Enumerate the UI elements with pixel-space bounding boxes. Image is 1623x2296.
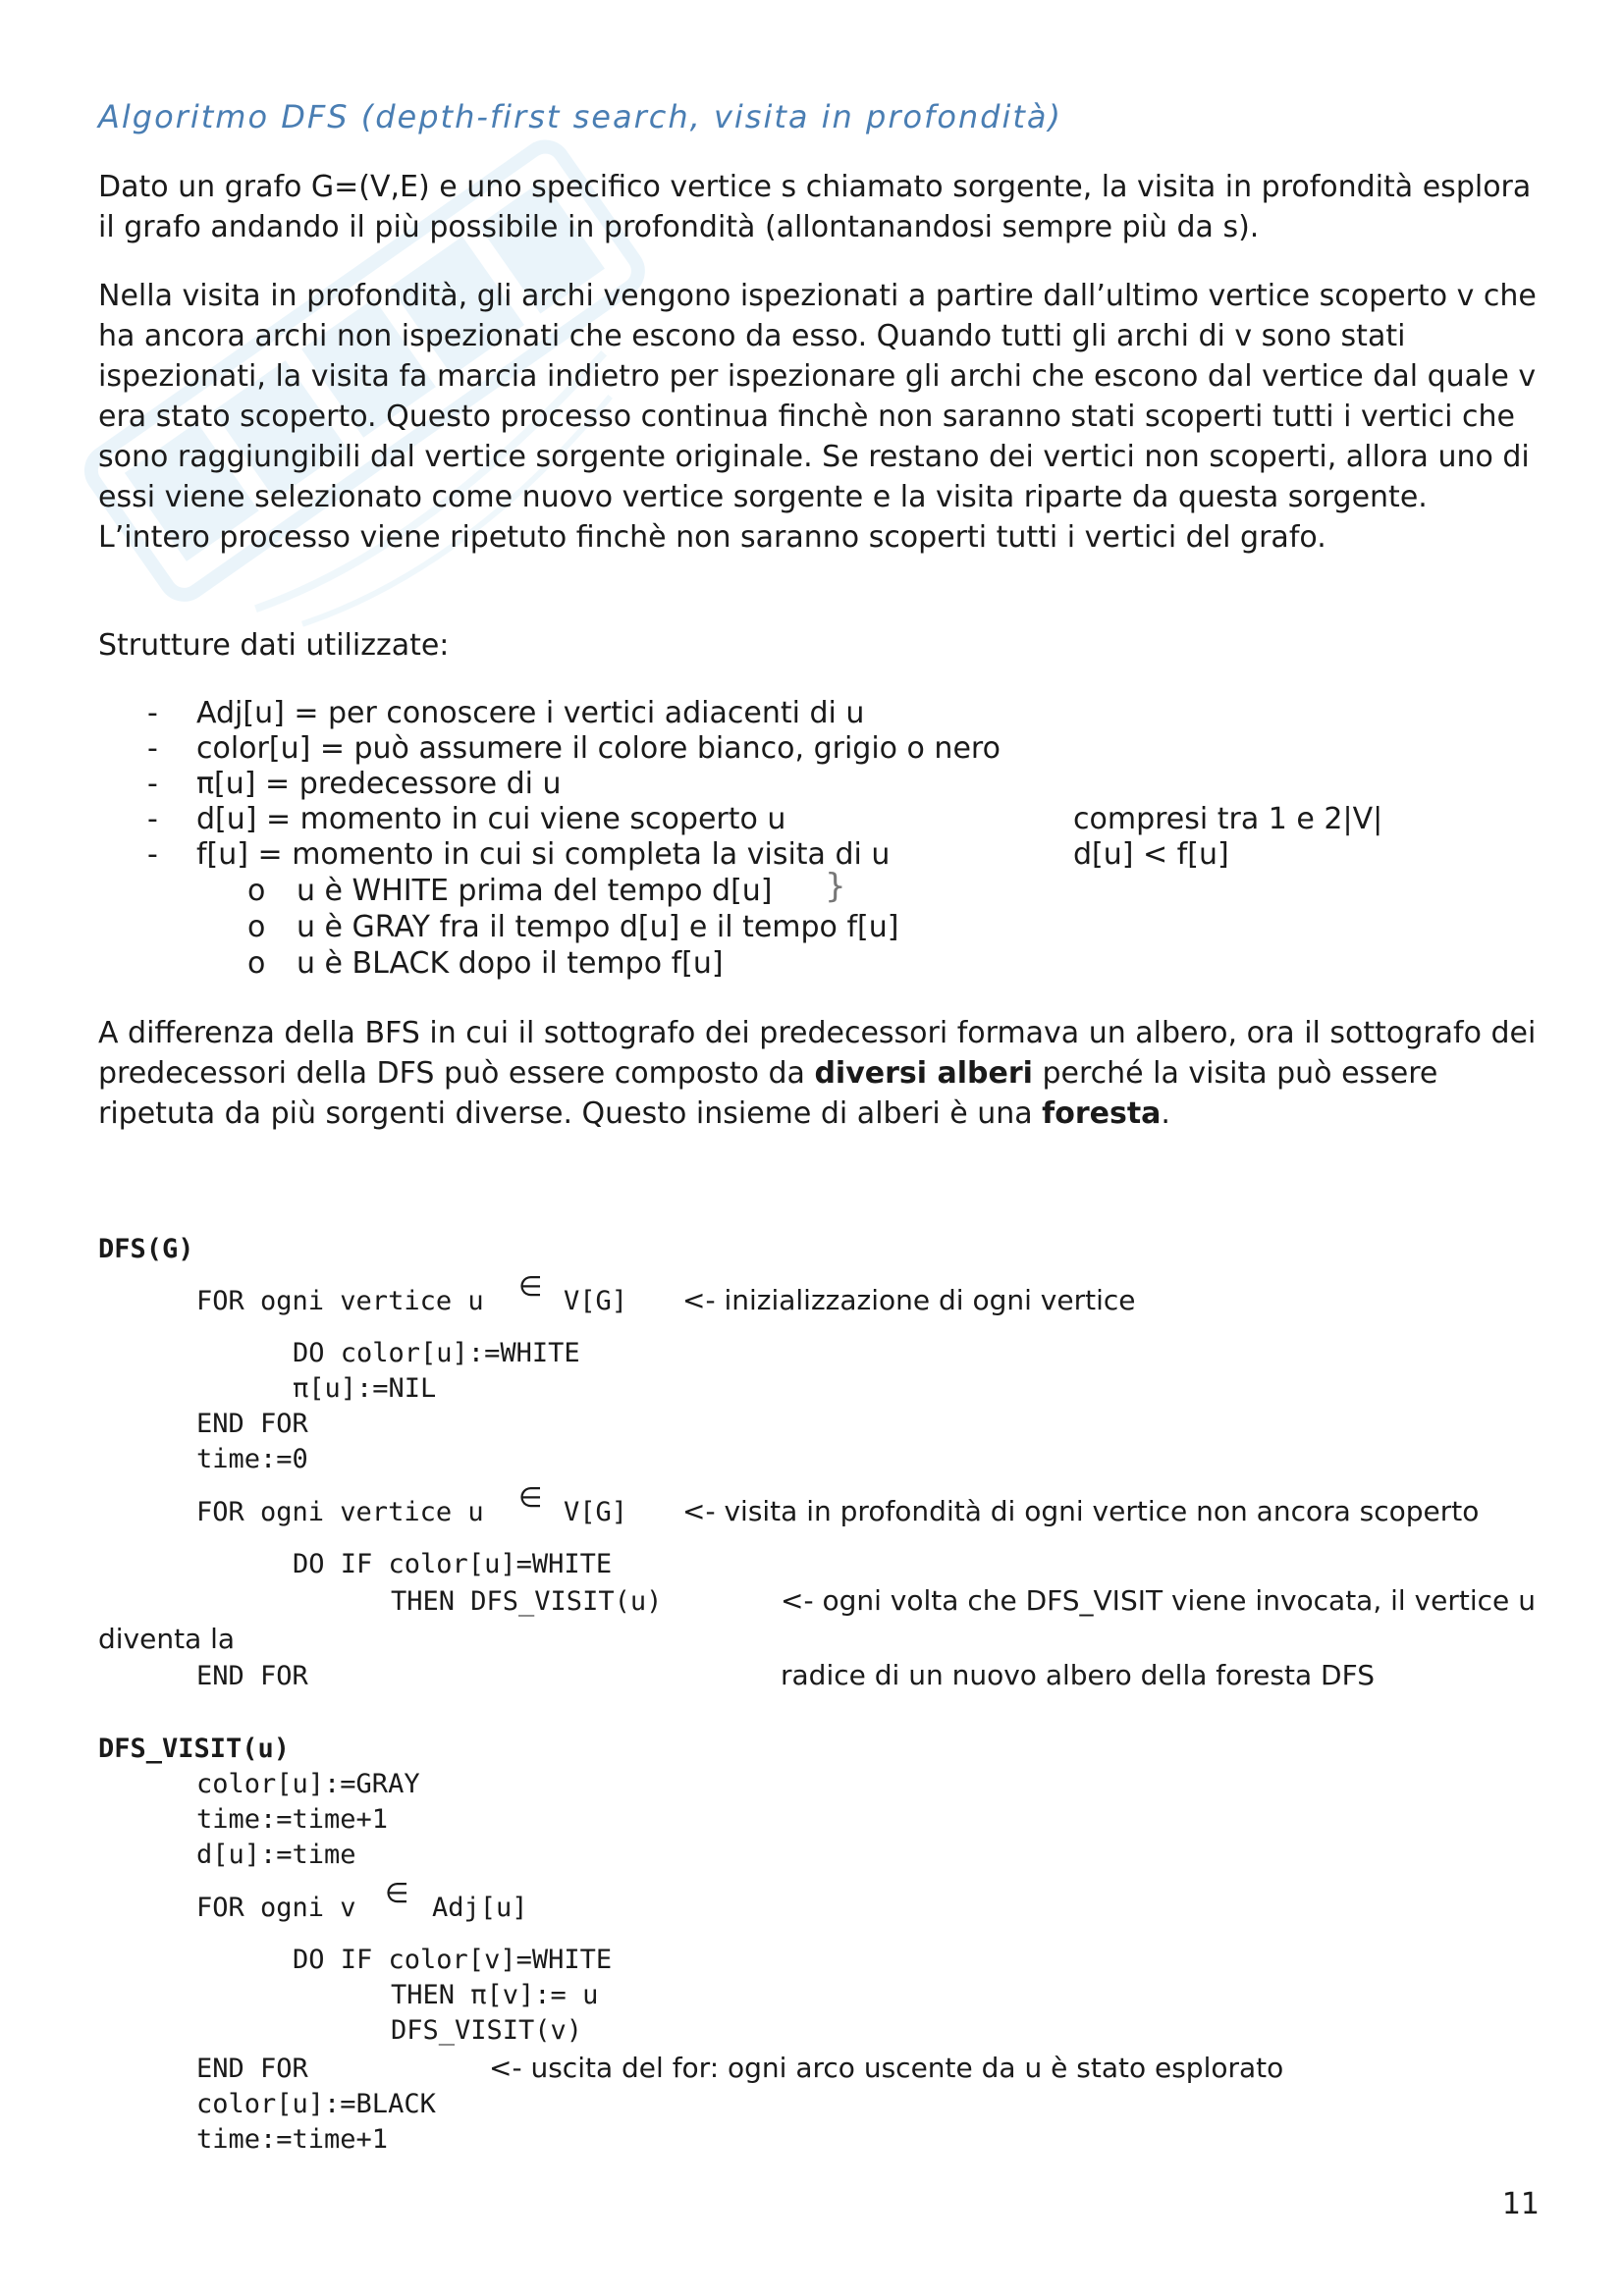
list-item-adj: Adj[u] = per conoscere i vertici adiacenti di u	[196, 696, 865, 730]
list-item-d: d[u] = momento in cui viene scoperto u	[196, 802, 786, 836]
forest-bold-forest: foresta	[1042, 1096, 1162, 1131]
visit-line-time-inc2: time:=time+1	[196, 2124, 389, 2155]
list-bullet: -	[147, 731, 158, 766]
side-note-range: compresi tra 1 e 2|V|	[1073, 802, 1383, 836]
visit-line-color-black: color[u]:=BLACK	[196, 2089, 436, 2119]
visit-then: THEN π[v]:= u	[391, 1980, 599, 2010]
forest-bold-trees: diversi alberi	[814, 1056, 1033, 1091]
visit-endfor: END FOR	[196, 2054, 308, 2084]
dfs-for2-comment: <- visita in profondità di ogni vertice non ancora scoperto	[682, 1495, 1480, 1527]
sublist-item-gray: u è GRAY fra il tempo d[u] e il tempo f[u]	[297, 910, 899, 944]
dfs-for2: FOR ogni vertice u	[196, 1497, 484, 1527]
sub-bullet: o	[247, 910, 266, 944]
visit-do: DO IF color[v]=WHITE	[293, 1945, 613, 1975]
dfs-endfor2: END FOR	[196, 1661, 308, 1691]
dfs-comment-wrap: diventa la	[98, 1623, 236, 1655]
side-note-order: d[u] < f[u]	[1073, 837, 1229, 872]
brace-mark: }	[825, 867, 846, 906]
dfs-do2: DO IF color[u]=WHITE	[293, 1549, 613, 1579]
visit-endfor-comment: <- uscita del for: ogni arco uscente da u è stato esplorato	[489, 2052, 1284, 2084]
visit-line-d-time: d[u]:=time	[196, 1840, 356, 1870]
dfs-then2: THEN DFS_VISIT(u)	[391, 1586, 663, 1617]
dfs-for1-set: V[G]	[564, 1286, 628, 1316]
list-item-color: color[u] = può assumere il colore bianco, grigio o nero	[196, 731, 1001, 766]
structures-heading: Strutture dati utilizzate:	[98, 628, 450, 663]
dfs-time0: time:=0	[196, 1444, 308, 1474]
visit-recursive-call: DFS_VISIT(v)	[391, 2015, 583, 2046]
sublist-item-white: u è WHITE prima del tempo d[u]	[297, 874, 773, 908]
list-bullet: -	[147, 802, 158, 836]
list-bullet: -	[147, 696, 158, 730]
element-of-symbol: ∈	[518, 1481, 543, 1514]
element-of-symbol: ∈	[385, 1877, 409, 1909]
list-item-f: f[u] = momento in cui si completa la visita di u	[196, 837, 891, 872]
visit-for-set: Adj[u]	[432, 1893, 528, 1923]
dfs-header: DFS(G)	[98, 1234, 194, 1264]
dfs-do1: DO color[u]:=WHITE	[293, 1338, 580, 1368]
visit-for: FOR ogni v	[196, 1893, 356, 1923]
forest-paragraph	[98, 1013, 1542, 1134]
visit-line-color-gray: color[u]:=GRAY	[196, 1769, 420, 1799]
sublist-item-black: u è BLACK dopo il tempo f[u]	[297, 946, 724, 981]
dfs-for1: FOR ogni vertice u	[196, 1286, 484, 1316]
dfs-for2-set: V[G]	[564, 1497, 628, 1527]
description-paragraph: Nella visita in profondità, gli archi vengono ispezionati a partire dall’ultimo vertice scoperto v che ha ancora archi non ispezionati che escono da esso. Quando tutti gli archi di v sono stati ispezionati, la visita fa marcia indietro per ispezionare gli archi che escono dal vertice dal quale v era stato scoperto. Questo processo continua finchè non saranno stati scoperti tutti i vertici che sono raggiungibili dal vertice sorgente originale. Se restano dei vertici non scoperti, allora uno di essi viene selezionato come nuovo vertice sorgente e la visita riparte da questa sorgente. L’intero processo viene ripetuto finchè non saranno scoperti tutti i vertici del grafo.	[98, 279, 1537, 555]
element-of-symbol: ∈	[518, 1270, 543, 1303]
intro-paragraph: Dato un grafo G=(V,E) e uno specifico vertice s chiamato sorgente, la visita in profondità esplora il grafo andando il più possibile in profondità (allontanandosi sempre più da s).	[98, 170, 1532, 244]
sub-bullet: o	[247, 874, 266, 908]
sub-bullet: o	[247, 946, 266, 981]
dfs-endfor2-comment: radice di un nuovo albero della foresta DFS	[781, 1659, 1375, 1691]
forest-text-e: .	[1161, 1096, 1170, 1131]
section-title: Algoritmo DFS (depth-first search, visita in profondità)	[98, 98, 1063, 135]
list-item-pi: π[u] = predecessore di u	[196, 767, 562, 801]
forest-text-c: perché la visita può essere ripetuta da più sorgenti diverse. Questo insieme di alberi è una	[98, 1056, 1438, 1131]
visit-line-time-inc: time:=time+1	[196, 1804, 389, 1835]
page-number: 11	[1501, 2187, 1540, 2221]
forest-text-a: A differenza della BFS in cui il sottografo dei predecessori formava un albero, ora il sottografo dei predecessori della DFS può essere composto da	[98, 1016, 1537, 1091]
dfs-for1-comment: <- inizializzazione di ogni vertice	[682, 1284, 1136, 1316]
dfs-then2-comment: <- ogni volta che DFS_VISIT viene invocata, il vertice u	[781, 1584, 1536, 1617]
dfs-endfor1: END FOR	[196, 1409, 308, 1439]
list-bullet: -	[147, 767, 158, 801]
dfs-pi-nil: π[u]:=NIL	[293, 1373, 437, 1404]
visit-header: DFS_VISIT(u)	[98, 1734, 291, 1764]
list-bullet: -	[147, 837, 158, 872]
